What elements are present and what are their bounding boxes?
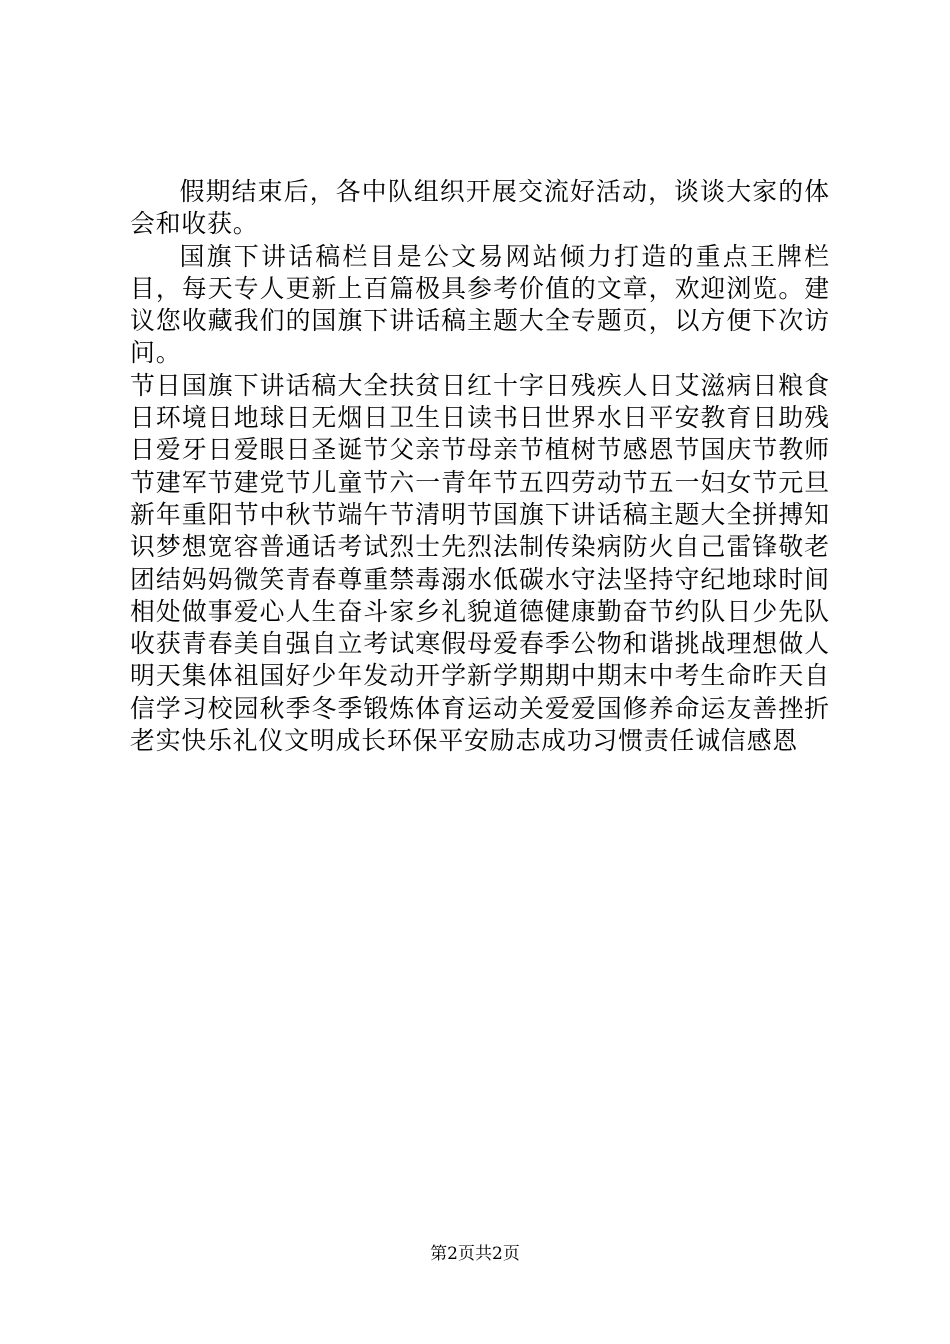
paragraph-column-intro: 国旗下讲话稿栏目是公文易网站倾力打造的重点王牌栏目，每天专人更新上百篇极具参考价值的文章，欢迎浏览。建议您收藏我们的国旗下讲话稿主题大全专题页，以方便下次访问。 <box>130 241 830 368</box>
page-footer <box>0 1242 950 1266</box>
document-body <box>130 176 830 757</box>
topic-tag-list: 节日国旗下讲话稿大全扶贫日红十字日残疾人日艾滋病日粮食日环境日地球日无烟日卫生日读书日世界水日平安教育日助残日爱牙日爱眼日圣诞节父亲节母亲节植树节感恩节国庆节教师节建军节建党节儿童节六一青年节五四劳动节五一妇女节元旦新年重阳节中秋节端午节清明节国旗下讲话稿主题大全拼搏知识梦想宽容普通话考试烈士先烈法制传染病防火自己雷锋敬老团结妈妈微笑青春尊重禁毒溺水低碳水守法坚持守纪地球时间相处做事爱心人生奋斗家乡礼貌道德健康勤奋节约队日少先队收获青春美自强自立考试寒假母爱春季公物和谐挑战理想做人明天集体祖国好少年发动开学新学期期中期末中考生命昨天自信学习校园秋季冬季锻炼体育运动关爱爱国修养命运友善挫折老实快乐礼仪文明成长环保平安励志成功习惯责任诚信感恩 <box>130 370 830 756</box>
page-number: 第2页 <box>430 1244 475 1264</box>
paragraph-summary: 假期结束后，各中队组织开展交流好活动，谈谈大家的体会和收获。 <box>130 177 830 239</box>
page-total: 共2页 <box>475 1244 520 1264</box>
